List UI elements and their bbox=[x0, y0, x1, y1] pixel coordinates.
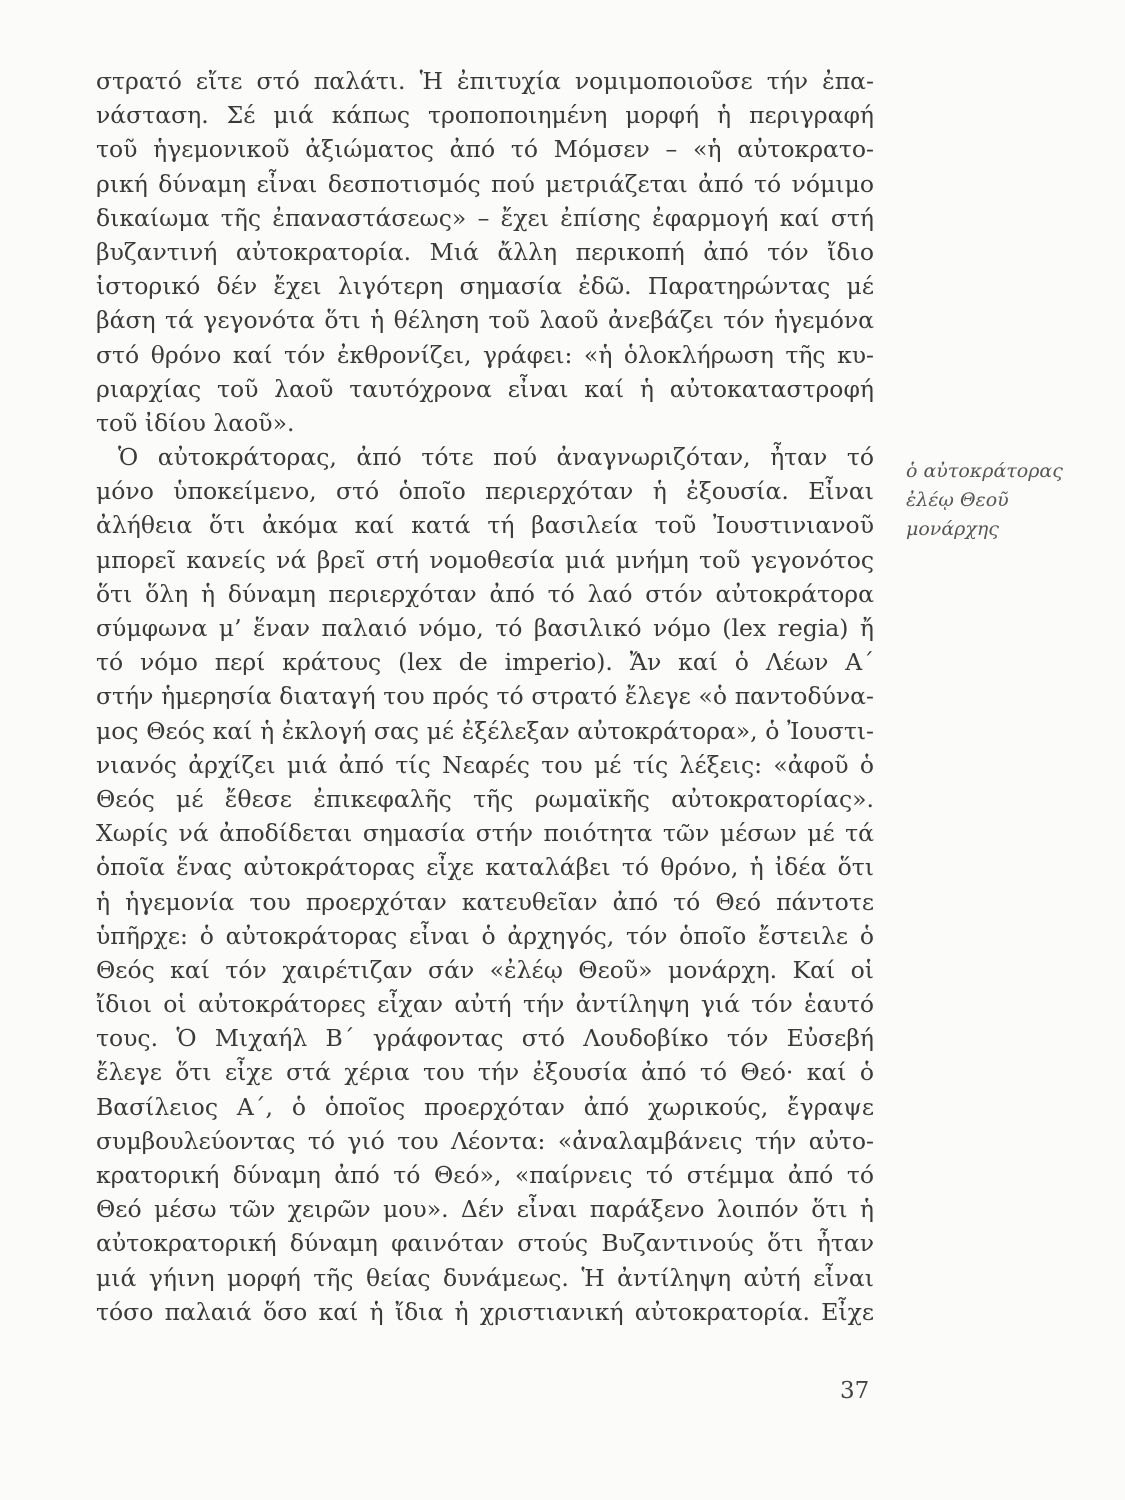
text-line: ριαρχίας τοῦ λαοῦ ταυτόχρονα εἶναι καί ἡ αὐτοκαταστροφή bbox=[96, 374, 874, 403]
text-line: Χωρίς νά ἀποδίδεται σημασία στήν ποιότητα τῶν μέσων μέ τά bbox=[96, 819, 874, 848]
text-line: τους. Ὁ Μιχαήλ Β´ γράφοντας στό Λουδοβίκο τόν Εὐσεβή bbox=[96, 1024, 874, 1053]
text-line: ὑπῆρχε: ὁ αὐτοκράτορας εἶναι ὁ ἀρχηγός, τόν ὁποῖο ἔστειλε ὁ bbox=[96, 921, 874, 950]
text-line: ἡ ἡγεμονία του προερχόταν κατευθεῖαν ἀπό τό Θεό πάντοτε bbox=[96, 887, 874, 916]
margin-note-line-1: ὁ αὐτοκράτορας bbox=[906, 460, 1063, 482]
text-line: μος Θεός καί ἡ ἐκλογή σας μέ ἐξέλεξαν αὐτοκράτορα», ὁ Ἰουστι- bbox=[96, 716, 874, 745]
text-line: τοῦ ἡγεμονικοῦ ἀξιώματος ἀπό τό Μόμσεν – «ἡ αὐτοκρατο- bbox=[96, 135, 874, 164]
text-line: ἔλεγε ὅτι εἶχε στά χέρια του τήν ἐξουσία ἀπό τό Θεό· καί ὁ bbox=[96, 1058, 874, 1087]
text-line: σύμφωνα μ’ ἕναν παλαιό νόμο, τό βασιλικό νόμο (lex regia) ἤ bbox=[96, 614, 874, 642]
text-line: στρατό εἴτε στό παλάτι. Ἡ ἐπιτυχία νομιμοποιοῦσε τήν ἐπα- bbox=[96, 67, 874, 95]
text-line: μιά γήινη μορφή τῆς θείας δυνάμεως. Ἡ ἀντίληψη αὐτή εἶναι bbox=[96, 1263, 874, 1292]
text-line: Ὁ αὐτοκράτορας, ἀπό τότε πού ἀναγνωριζόταν, ἦταν τό bbox=[118, 443, 874, 472]
margin-note-line-2: ἐλέῳ Θεοῦ bbox=[906, 489, 1009, 511]
text-line: βάση τά γεγονότα ὅτι ἡ θέληση τοῦ λαοῦ ἀνεβάζει τόν ἡγεμόνα bbox=[96, 306, 874, 335]
text-line: τόσο παλαιά ὅσο καί ἡ ἴδια ἡ χριστιανική αὐτοκρατορία. Εἶχε bbox=[96, 1297, 874, 1326]
text-line: Θεός μέ ἔθεσε ἐπικεφαλῆς τῆς ρωμαϊκῆς αὐτοκρατορίας». bbox=[96, 784, 874, 813]
text-line: συμβουλεύοντας τό γιό του Λέοντα: «ἀναλαμβάνεις τήν αὐτο- bbox=[96, 1126, 874, 1155]
text-line: βυζαντινή αὐτοκρατορία. Μιά ἄλλη περικοπή ἀπό τόν ἴδιο bbox=[96, 237, 874, 266]
text-line: ἀλήθεια ὅτι ἀκόμα καί κατά τή βασιλεία τοῦ Ἰουστινιανοῦ bbox=[96, 511, 874, 540]
text-line: ρική δύναμη εἶναι δεσποτισμός πού μετριάζεται ἀπό τό νόμιμο bbox=[96, 169, 874, 198]
text-line: δικαίωμα τῆς ἐπαναστάσεως» – ἔχει ἐπίσης ἐφαρμογή καί στή bbox=[96, 203, 874, 232]
text-line: μόνο ὑποκείμενο, στό ὁποῖο περιερχόταν ἡ ἐξουσία. Εἶναι bbox=[96, 477, 874, 506]
text-line: τό νόμο περί κράτους (lex de imperio). Ἄν καί ὁ Λέων Α´ bbox=[96, 648, 874, 677]
text-line: ὅτι ὅλη ἡ δύναμη περιερχόταν ἀπό τό λαό στόν αὐτοκράτορα bbox=[96, 579, 874, 608]
page-number: 37 bbox=[840, 1378, 870, 1404]
main-text-block bbox=[96, 64, 874, 1329]
text-line: κρατορική δύναμη ἀπό τό Θεό», «παίρνεις τό στέμμα ἀπό τό bbox=[96, 1161, 874, 1189]
text-line: Θεό μέσω τῶν χειρῶν μου». Δέν εἶναι παράξενο λοιπόν ὅτι ἡ bbox=[96, 1195, 874, 1224]
text-line: ἴδιοι οἱ αὐτοκράτορες εἶχαν αὐτή τήν ἀντίληψη γιά τόν ἑαυτό bbox=[96, 990, 874, 1019]
text-line: Βασίλειος Α´, ὁ ὁποῖος προερχόταν ἀπό χωρικούς, ἔγραψε bbox=[96, 1092, 874, 1121]
margin-note bbox=[906, 457, 1106, 544]
text-line: νάσταση. Σέ μιά κάπως τροποποιημένη μορφή ἡ περιγραφή bbox=[96, 101, 874, 130]
text-line: μπορεῖ κανείς νά βρεῖ στή νομοθεσία μιά μνήμη τοῦ γεγονότος bbox=[96, 545, 874, 574]
text-line: Θεός καί τόν χαιρέτιζαν σάν «ἐλέῳ Θεοῦ» μονάρχη. Καί οἱ bbox=[96, 955, 874, 984]
text-line: τοῦ ἰδίου λαοῦ». bbox=[96, 408, 295, 437]
text-line: στήν ἡμερησία διαταγή του πρός τό στρατό ἔλεγε «ὁ παντοδύνα- bbox=[96, 682, 874, 711]
text-line: νιανός ἀρχίζει μιά ἀπό τίς Νεαρές του μέ τίς λέξεις: «ἀφοῦ ὁ bbox=[96, 750, 874, 779]
text-line: στό θρόνο καί τόν ἐκθρονίζει, γράφει: «ἡ ὁλοκλήρωση τῆς κυ- bbox=[96, 340, 874, 369]
text-line: ἱστορικό δέν ἔχει λιγότερη σημασία ἐδῶ. Παρατηρώντας μέ bbox=[96, 272, 874, 301]
text-line: αὐτοκρατορική δύναμη φαινόταν στούς Βυζαντινούς ὅτι ἦταν bbox=[96, 1229, 874, 1258]
margin-note-line-3: μονάρχης bbox=[906, 518, 999, 540]
text-line: ὁποῖα ἕνας αὐτοκράτορας εἶχε καταλάβει τό θρόνο, ἡ ἰδέα ὅτι bbox=[96, 853, 874, 882]
